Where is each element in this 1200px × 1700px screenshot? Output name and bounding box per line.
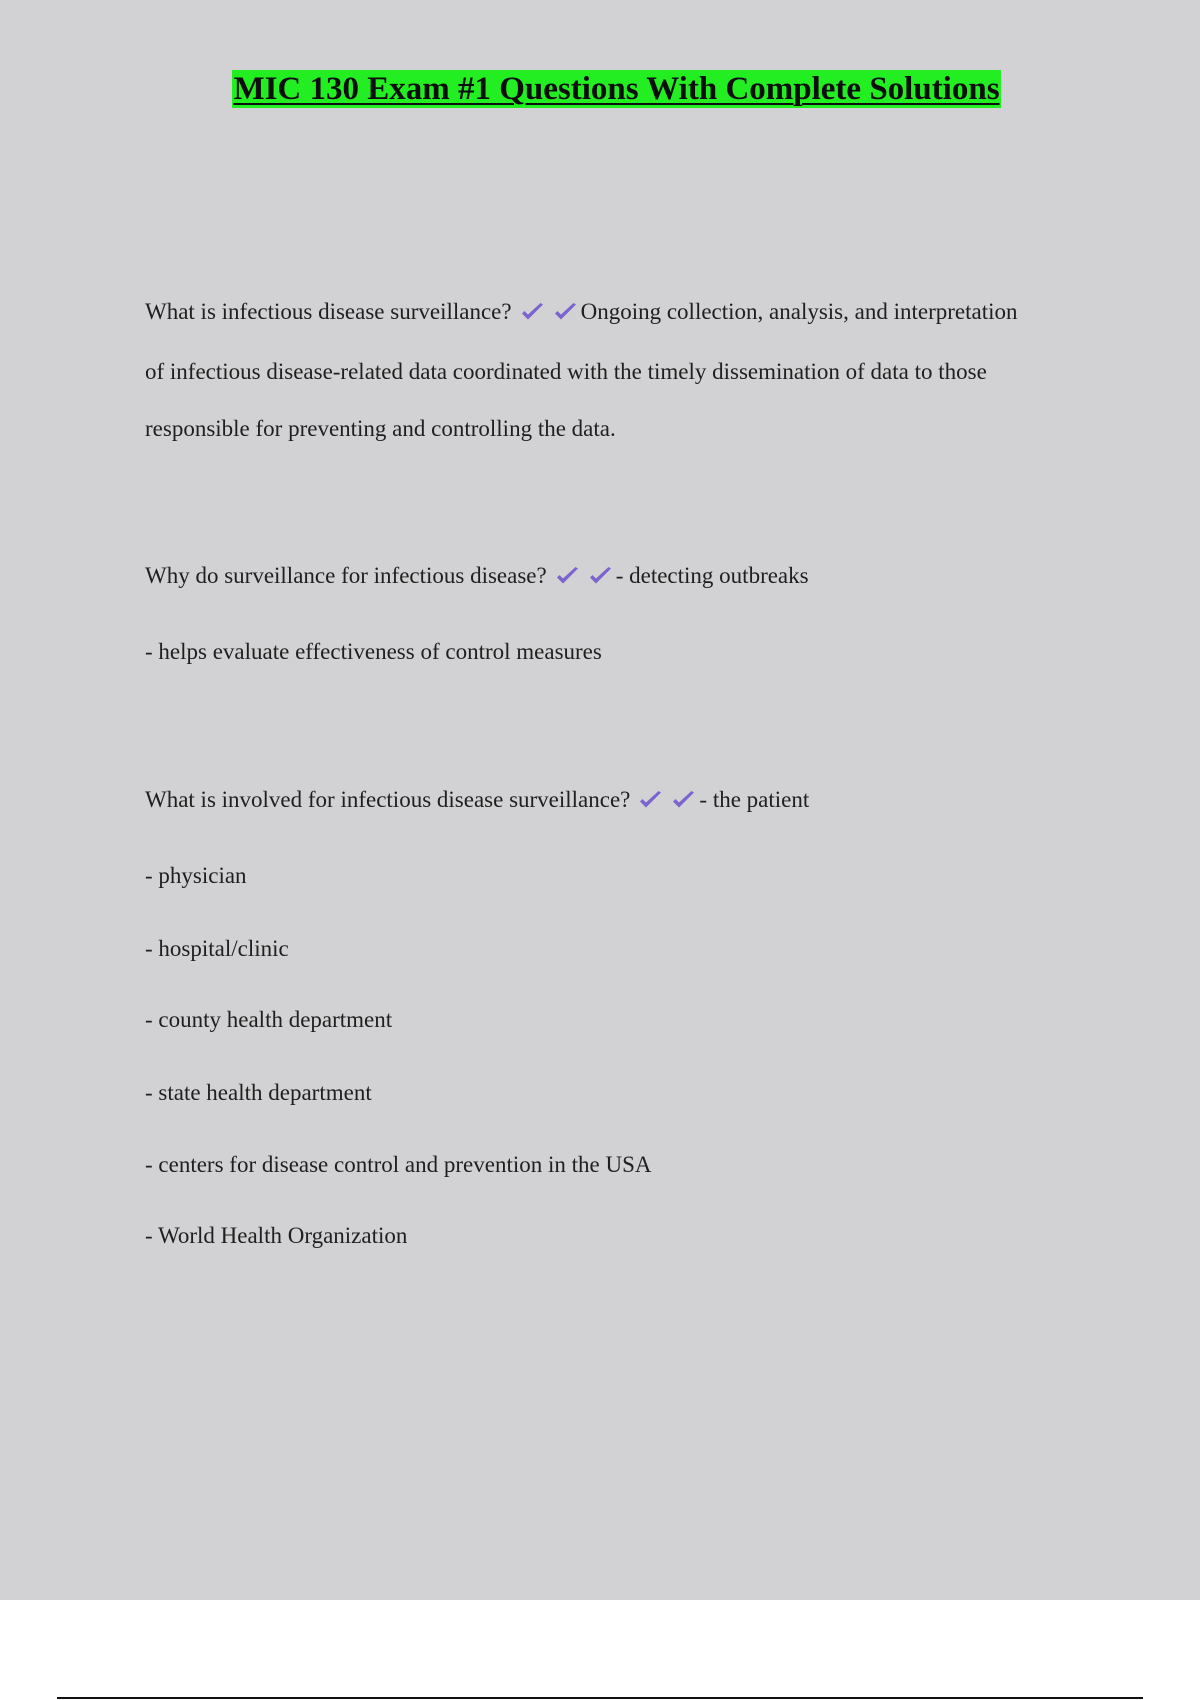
checkmark-icon (520, 302, 545, 322)
answer-list-item: - centers for disease control and prevention in the USA (145, 1152, 652, 1177)
answer-list-item: - World Health Organization (145, 1223, 408, 1248)
qa-question-2 (145, 561, 809, 591)
answer-list-item: - helps evaluate effectiveness of control measures (145, 639, 602, 664)
checkmark-icon (553, 302, 578, 322)
answer-continuation: of infectious disease-related data coordinated with the timely dissemination of data to those (145, 359, 987, 384)
answer-continuation: responsible for preventing and controlling the data. (145, 416, 616, 441)
answer-marker (555, 561, 613, 591)
title-block (0, 70, 1200, 108)
answer-text: Ongoing collection, analysis, and interpretation (580, 299, 1018, 324)
qa-question-3 (145, 785, 809, 815)
qa-question-1 (145, 297, 1017, 327)
checkmark-icon (638, 790, 663, 810)
checkmark-icon (588, 566, 613, 586)
answer-list-item: - hospital/clinic (145, 936, 289, 961)
answer-text: - detecting outbreaks (615, 563, 809, 588)
answer-text: - the patient (699, 787, 810, 812)
answer-list-item: - state health department (145, 1080, 372, 1105)
checkmark-icon (671, 790, 696, 810)
answer-marker (520, 297, 578, 327)
page-divider (57, 1697, 1143, 1699)
document-title: MIC 130 Exam #1 Questions With Complete Solutions (233, 71, 1000, 107)
question-text: What is involved for infectious disease surveillance? (145, 787, 631, 812)
question-text: What is infectious disease surveillance? (145, 299, 512, 324)
question-text: Why do surveillance for infectious disease? (145, 563, 547, 588)
checkmark-icon (555, 566, 580, 586)
answer-marker (638, 785, 696, 815)
answer-list-item: - physician (145, 863, 247, 888)
answer-list-item: - county health department (145, 1007, 393, 1032)
